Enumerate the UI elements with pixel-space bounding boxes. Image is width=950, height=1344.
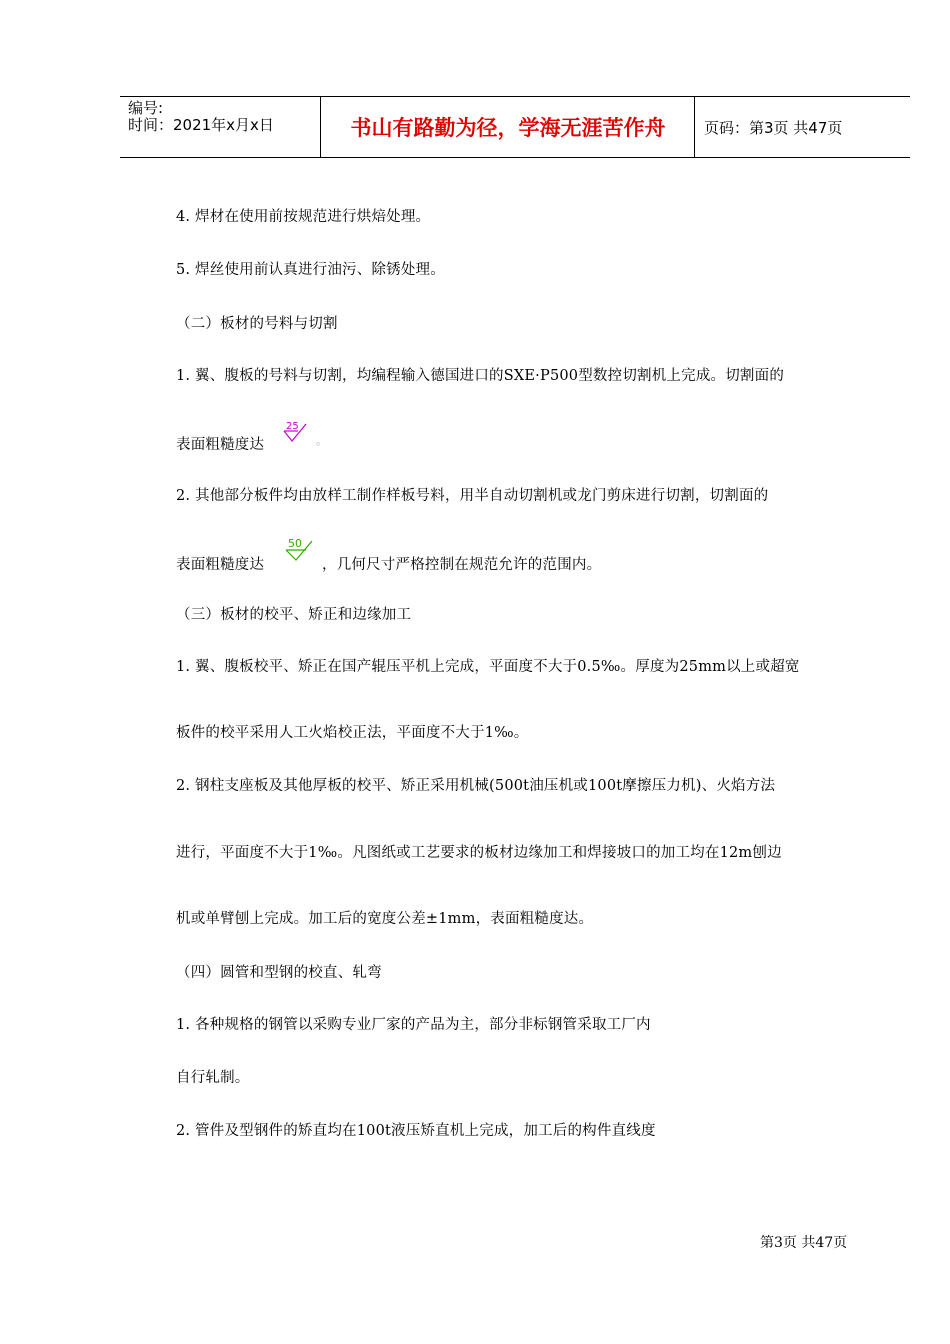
time-label: 时间：2021年x月x日 xyxy=(128,116,274,134)
body-line: ，几何尺寸严格控制在规范允许的范围内。 xyxy=(322,557,602,573)
header-page-info: 页码：第3页 共47页 xyxy=(704,118,843,137)
header-divider xyxy=(320,97,321,157)
body-line: 2. 其他部分板件均由放样工制作样板号料，用半自动切割机或龙门剪床进行切割，切割面的 xyxy=(176,488,769,504)
body-line: 5. 焊丝使用前认真进行油污、除锈处理。 xyxy=(176,262,445,278)
header-divider xyxy=(694,97,695,157)
body-line: 进行，平面度不大于1‰。凡图纸或工艺要求的板材边缘加工和焊接坡口的加工均在12m刨边 xyxy=(176,845,782,861)
body-line: 4. 焊材在使用前按规范进行烘焙处理。 xyxy=(176,209,431,225)
section-heading: （二）板材的号料与切割 xyxy=(176,316,338,332)
page-footer: 第3页 共47页 xyxy=(760,1235,848,1251)
body-line: 1. 各种规格的钢管以采购专业厂家的产品为主，部分非标钢管采取工厂内 xyxy=(176,1017,651,1033)
header-motto: 书山有路勤为径，学海无涯苦作舟 xyxy=(350,116,666,140)
body-line: 2. 钢柱支座板及其他厚板的校平、矫正采用机械(500t油压机或100t摩擦压力机)、火焰方法 xyxy=(176,778,776,794)
body-line: 自行轧制。 xyxy=(176,1070,250,1086)
body-line: 板件的校平采用人工火焰校正法，平面度不大于1‰。 xyxy=(176,725,529,741)
trailing-mark: 。 xyxy=(316,434,328,447)
body-line: 1. 翼、腹板校平、矫正在国产辊压平机上完成，平面度不大于0.5‰。厚度为25mm以上或超宽 xyxy=(176,659,800,675)
number-label: 编号: xyxy=(128,99,164,117)
body-line: 表面粗糙度达 xyxy=(176,437,265,453)
section-heading: （四）圆管和型钢的校直、轧弯 xyxy=(176,965,382,981)
section-heading: （三）板材的校平、矫正和边缘加工 xyxy=(176,607,412,623)
roughness-value: 25 xyxy=(286,421,299,432)
page-header xyxy=(120,96,910,158)
body-line: 机或单臂刨上完成。加工后的宽度公差±1mm，表面粗糙度达。 xyxy=(176,911,594,927)
body-line: 1. 翼、腹板的号料与切割，均编程输入德国进口的SXE·P500型数控切割机上完成。切割面的 xyxy=(176,368,785,384)
body-line: 2. 管件及型钢件的矫直均在100t液压矫直机上完成，加工后的构件直线度 xyxy=(176,1123,656,1139)
roughness-symbol-50 xyxy=(284,536,316,562)
roughness-symbol-25 xyxy=(282,418,310,444)
header-left xyxy=(128,97,318,157)
body-line: 表面粗糙度达 xyxy=(176,557,265,573)
roughness-value: 50 xyxy=(288,537,302,550)
